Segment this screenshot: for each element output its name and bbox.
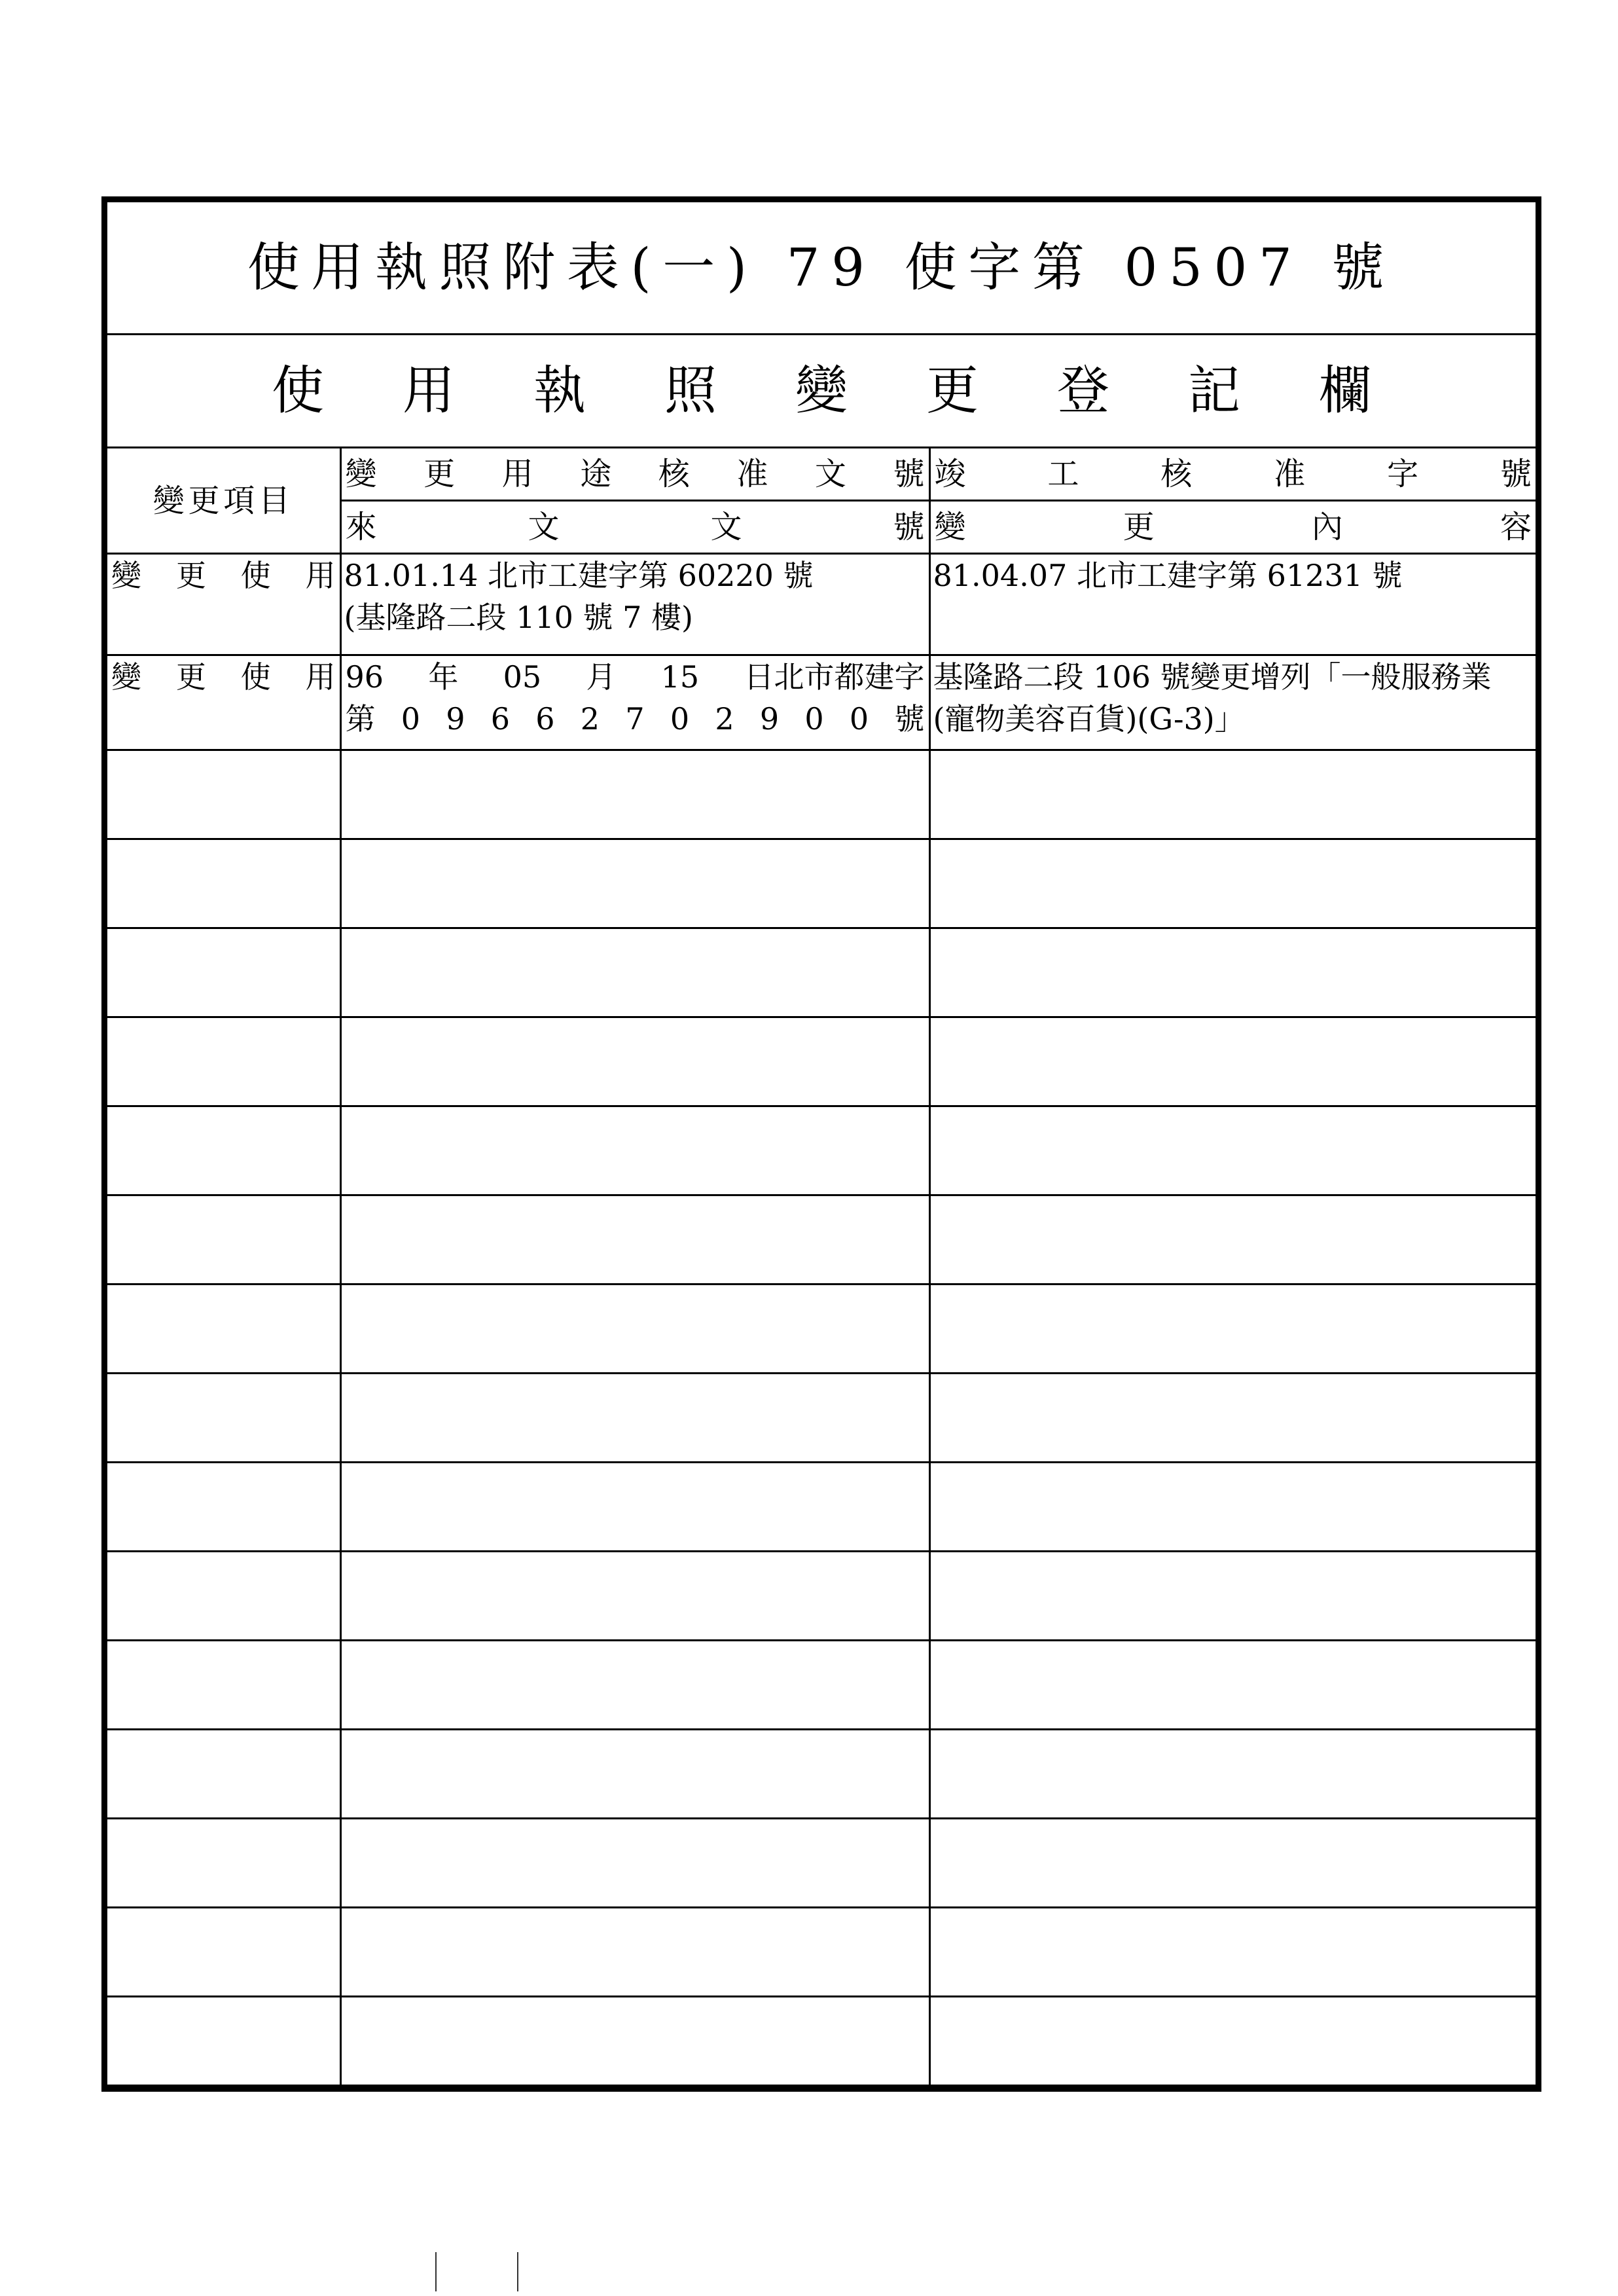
table-row [107, 655, 1536, 750]
empty-row [107, 750, 1536, 839]
doc-token: 6 [490, 701, 511, 737]
change-item-cell [107, 655, 340, 750]
heading-char: 欄 [1319, 360, 1371, 421]
header-char: 文 [528, 509, 560, 545]
heading-char: 更 [926, 360, 979, 421]
header-char: 號 [893, 456, 925, 492]
header-char: 准 [1274, 456, 1306, 492]
doc-token: 0 [670, 701, 690, 737]
doc-token: 0 [804, 701, 824, 737]
header-char: 文 [814, 456, 846, 492]
doc-token: 9 [759, 701, 780, 737]
doc-line [342, 698, 929, 740]
empty-row [107, 1730, 1536, 1819]
usage-permit-change-form [101, 196, 1541, 2092]
content-line: 81.04.07 北市工建字第 61231 號 [933, 558, 1403, 593]
header-char: 竣 [934, 456, 966, 492]
header-char: 內 [1311, 509, 1343, 545]
section-heading [107, 335, 1536, 446]
change-item-cell [107, 554, 340, 655]
item-char: 用 [305, 558, 336, 593]
empty-row [107, 1819, 1536, 1908]
doc-number-cell [340, 554, 929, 655]
heading-char: 使 [272, 360, 324, 421]
doc-line [342, 656, 929, 698]
doc-line: 81.01.14 北市工建字第 60220 號 [344, 558, 814, 593]
empty-row [107, 1195, 1536, 1285]
heading-char: 變 [795, 360, 848, 421]
header-incoming-doc-no [340, 501, 929, 554]
doc-token: 月 [586, 659, 617, 695]
header-char: 核 [658, 456, 690, 492]
empty-row [107, 1463, 1536, 1552]
header-change-content [929, 501, 1536, 554]
form-title: 使用執照附表(一) 79 使字第 0507 號 [247, 237, 1396, 298]
heading-char: 執 [533, 360, 586, 421]
item-char: 用 [305, 659, 336, 695]
doc-token: 第 [345, 701, 376, 737]
header-char: 核 [1160, 456, 1193, 492]
doc-token: 6 [535, 701, 555, 737]
doc-token: 9 [446, 701, 465, 737]
doc-token: 日北市都建字 [744, 659, 925, 695]
item-char: 更 [175, 659, 206, 695]
change-content-cell [929, 554, 1536, 655]
empty-row [107, 1908, 1536, 1997]
header-char: 用 [501, 456, 533, 492]
section-heading-cell [107, 335, 1536, 448]
heading-char: 記 [1188, 360, 1240, 421]
heading-char: 照 [664, 360, 717, 421]
change-content-cell [929, 655, 1536, 750]
empty-row [107, 1641, 1536, 1730]
empty-row [107, 1374, 1536, 1463]
doc-token: 0 [401, 701, 421, 737]
header-completion-no [929, 448, 1536, 501]
scan-margin-mark [435, 2252, 437, 2291]
header-char: 容 [1500, 509, 1532, 545]
doc-number-cell [340, 655, 929, 750]
empty-row [107, 839, 1536, 928]
empty-row [107, 928, 1536, 1017]
header-char: 號 [893, 509, 925, 545]
form-title-cell [107, 202, 1536, 335]
item-char: 更 [175, 558, 206, 593]
item-char: 使 [240, 659, 271, 695]
header-char: 號 [1500, 456, 1532, 492]
doc-token: 號 [894, 701, 925, 737]
doc-token: 15 [660, 659, 700, 695]
header-char: 工 [1047, 456, 1079, 492]
doc-token: 05 [503, 659, 542, 695]
header-char: 變 [934, 509, 966, 545]
empty-row [107, 1997, 1536, 2086]
header-char: 更 [423, 456, 456, 492]
scan-margin-mark [517, 2252, 518, 2291]
empty-row [107, 1106, 1536, 1195]
doc-token: 7 [625, 701, 645, 737]
table-row [107, 554, 1536, 655]
empty-row [107, 1285, 1536, 1374]
item-char: 使 [240, 558, 271, 593]
header-char: 文 [710, 509, 742, 545]
empty-row [107, 1017, 1536, 1106]
content-line: (寵物美容百貨)(G-3)」 [933, 701, 1245, 737]
header-char: 准 [736, 456, 768, 492]
item-char: 變 [111, 558, 141, 593]
empty-row [107, 1552, 1536, 1641]
header-approval-doc-no [340, 448, 929, 501]
heading-char: 用 [403, 360, 455, 421]
header-change-item: 變更項目 [107, 448, 340, 554]
doc-token: 0 [849, 701, 869, 737]
header-char: 變 [345, 456, 377, 492]
doc-token: 96 [345, 659, 384, 695]
doc-token: 2 [715, 701, 734, 737]
change-registration-table [107, 202, 1536, 2086]
heading-char: 登 [1057, 360, 1109, 421]
doc-token: 年 [428, 659, 459, 695]
content-line: 基隆路二段 106 號變更增列「一般服務業 [933, 659, 1492, 695]
doc-token: 2 [580, 701, 600, 737]
header-char: 來 [345, 509, 377, 545]
header-char: 字 [1387, 456, 1419, 492]
header-char: 途 [580, 456, 612, 492]
doc-line: (基隆路二段 110 號 7 樓) [344, 600, 693, 635]
header-char: 更 [1123, 509, 1155, 545]
item-char: 變 [111, 659, 141, 695]
